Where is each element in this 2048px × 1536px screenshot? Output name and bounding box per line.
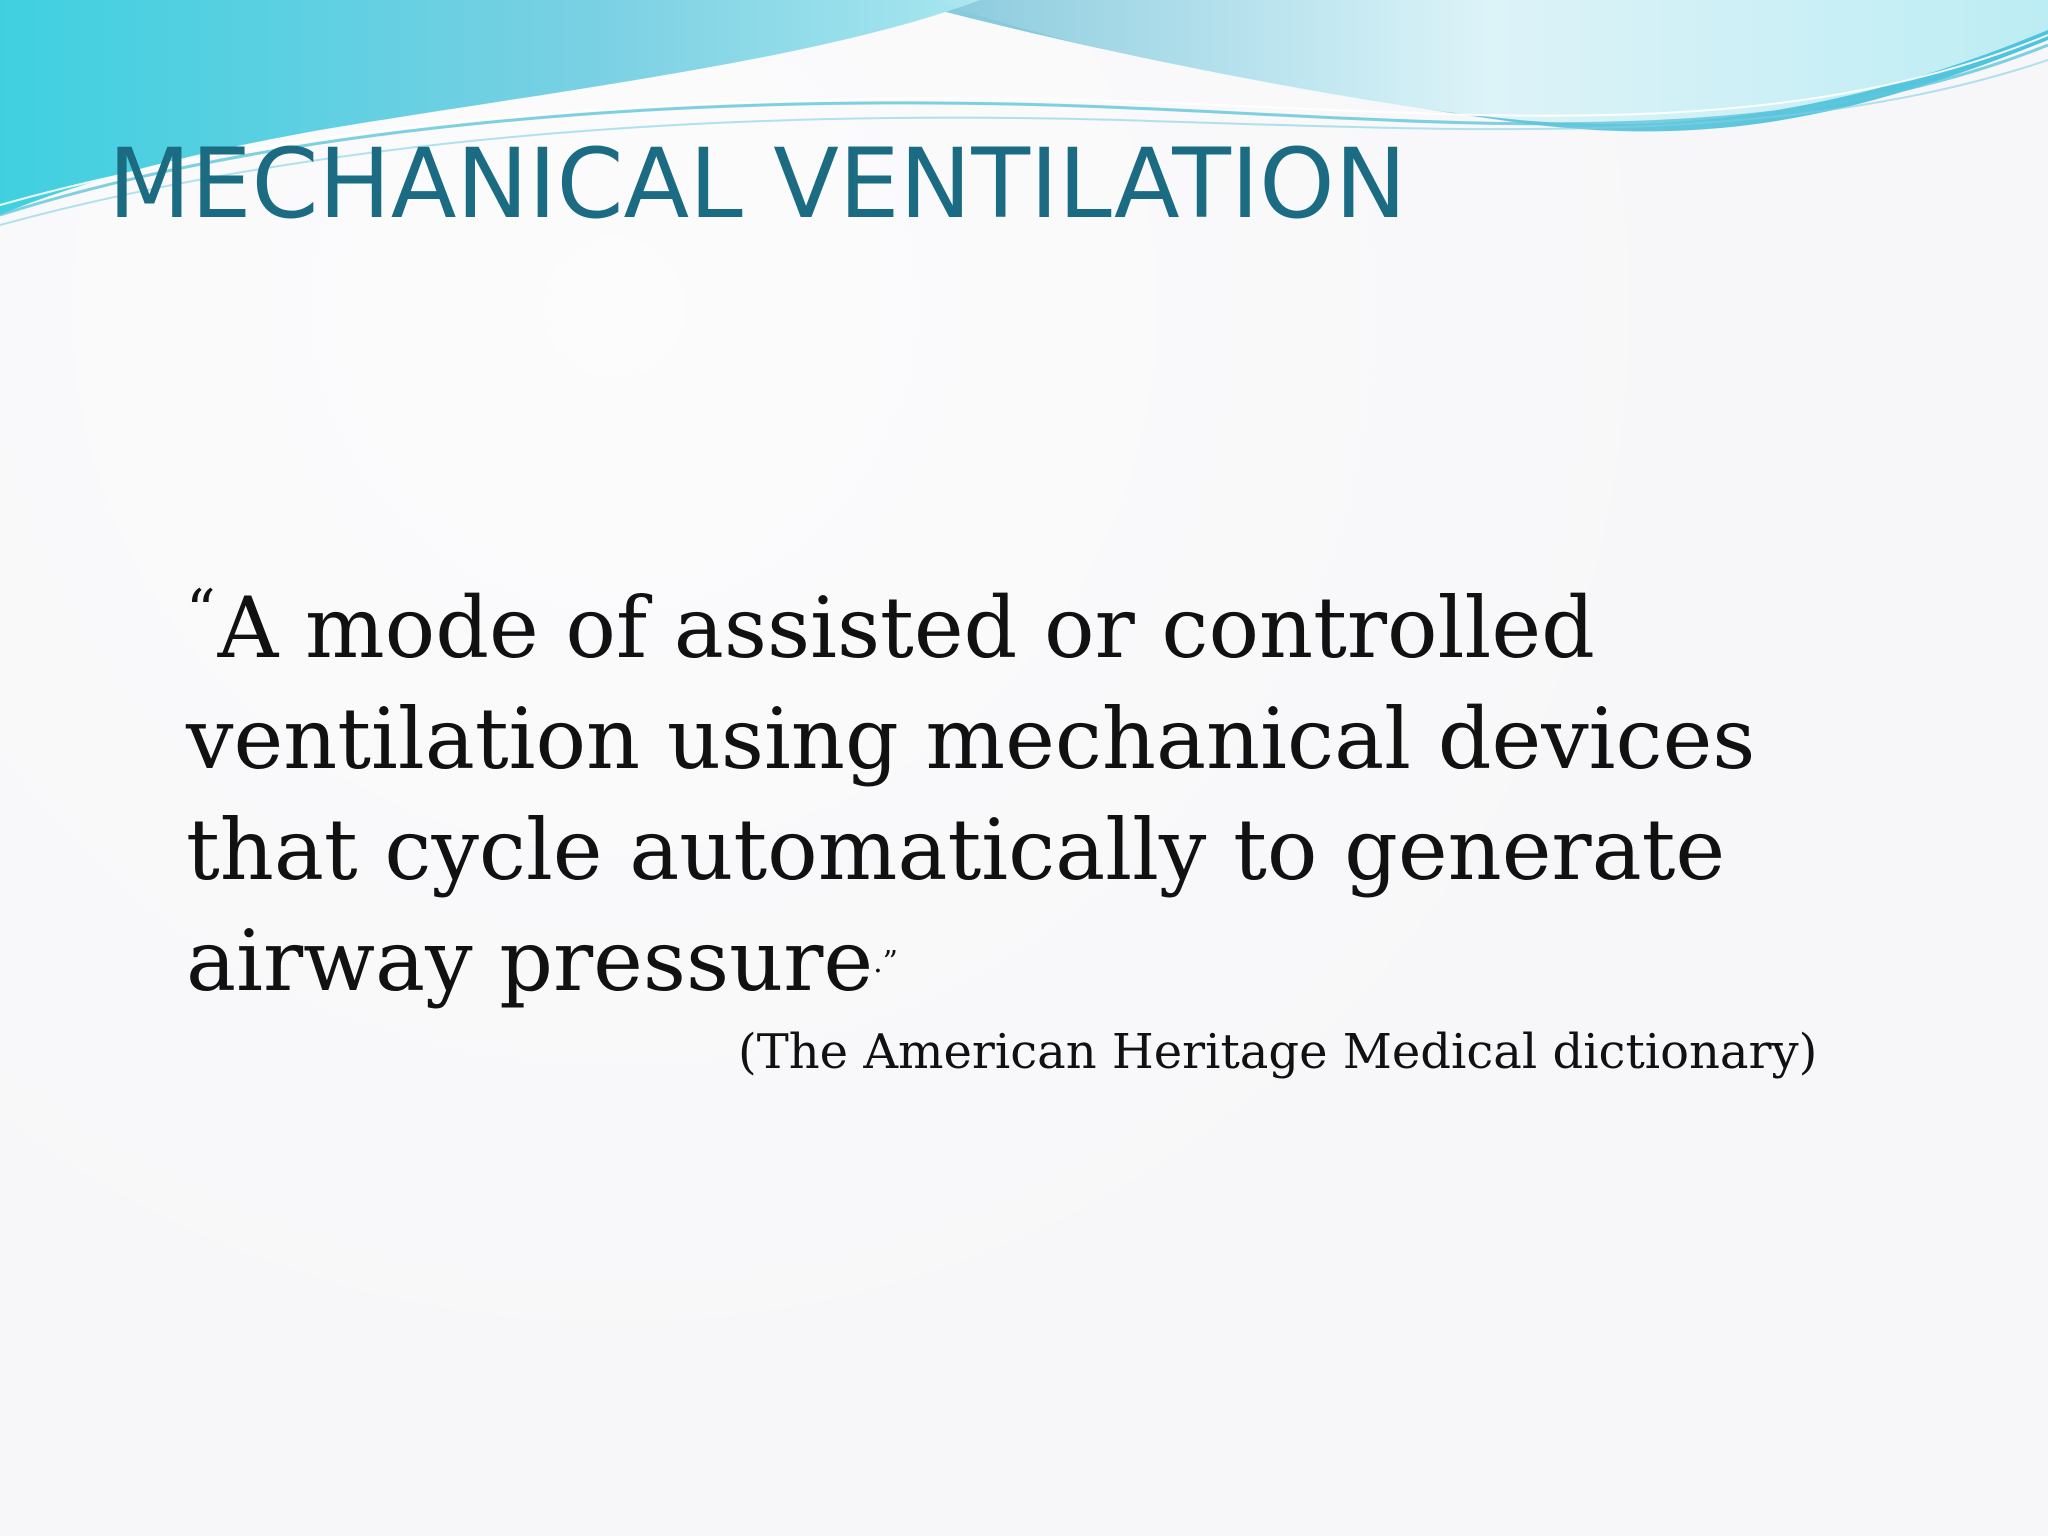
quote-source: (The American Heritage Medical dictionary) bbox=[738, 1024, 1818, 1080]
quote-open-mark: “ bbox=[186, 577, 216, 645]
quote-text: A mode of assisted or controlled ventilation using mechanical devices that cycle automatically to generate airway pressure bbox=[186, 579, 1756, 1010]
quote-period: . bbox=[873, 945, 883, 980]
slide-title: MECHANICAL VENTILATION bbox=[108, 128, 1407, 240]
definition-quote bbox=[186, 556, 1886, 1018]
quote-close-mark: ” bbox=[882, 945, 898, 980]
